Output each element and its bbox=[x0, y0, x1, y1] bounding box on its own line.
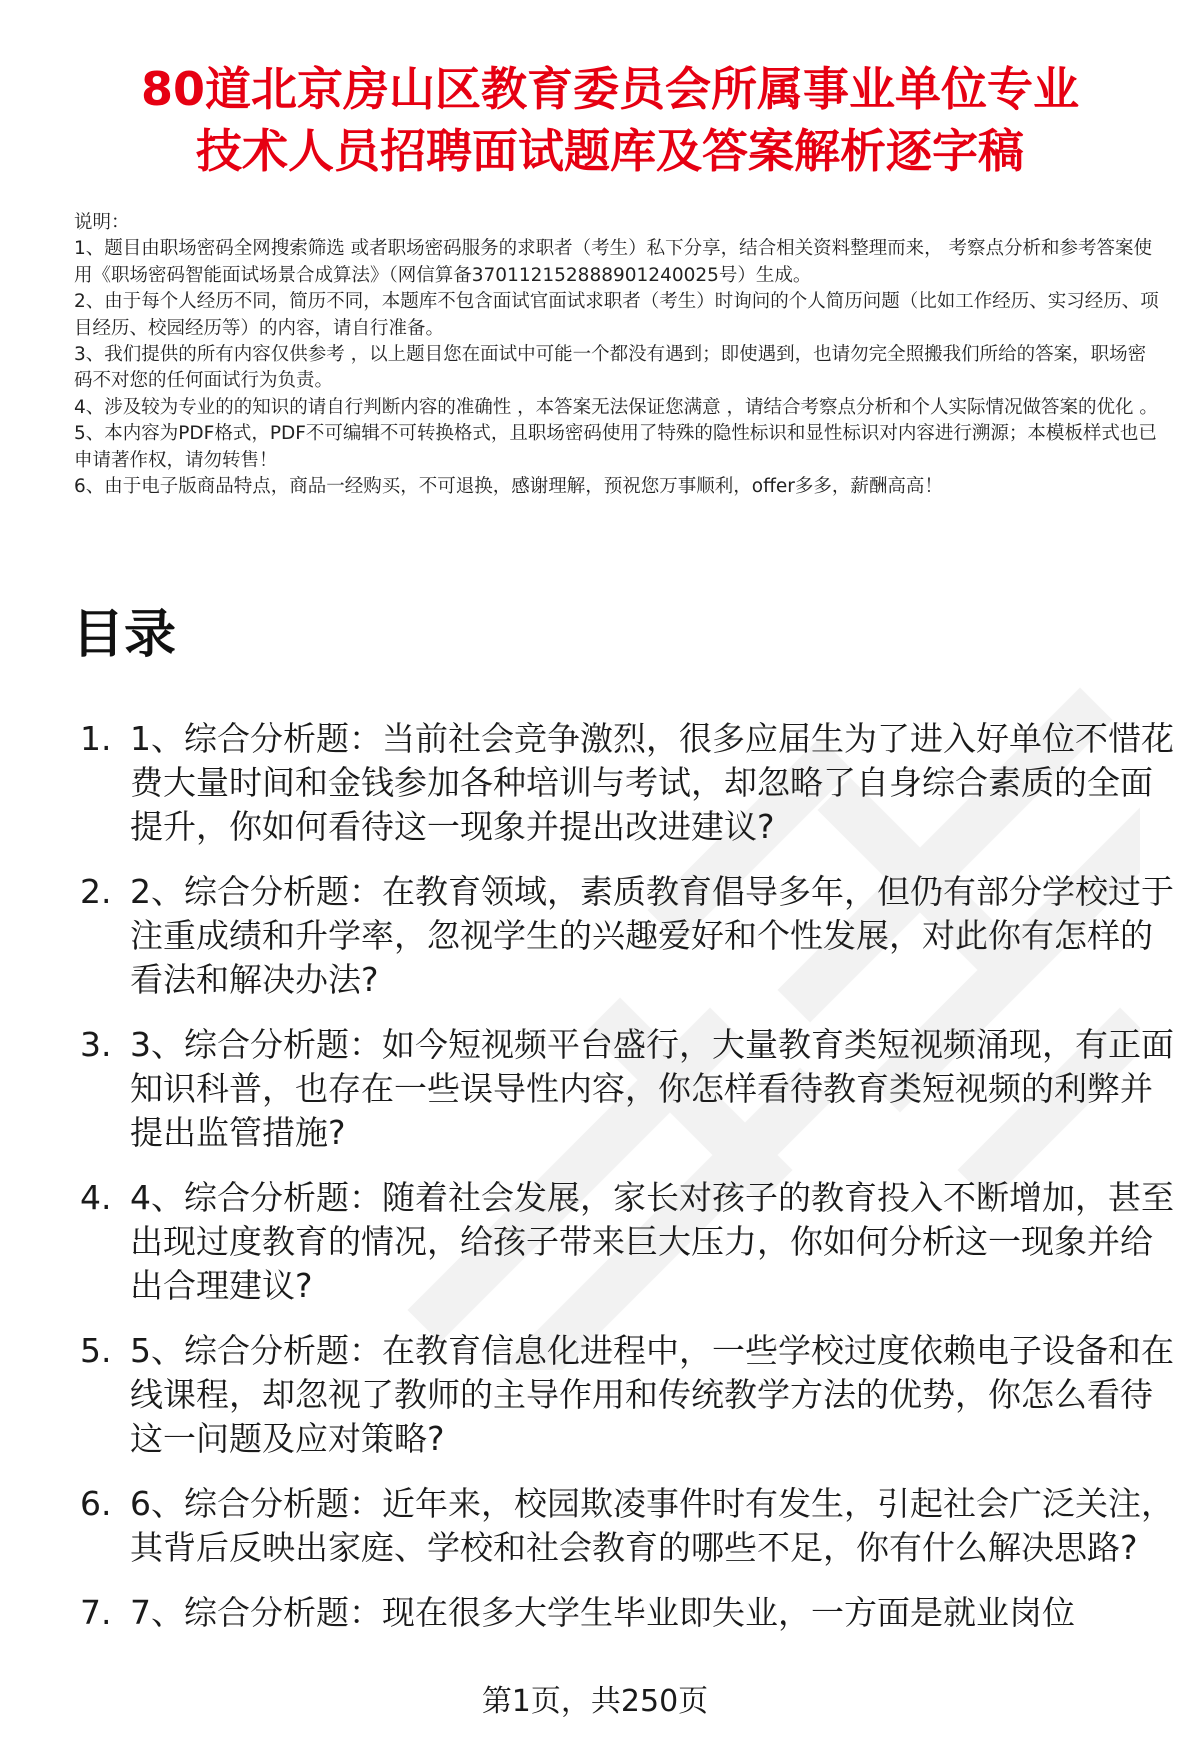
toc-item-text[interactable]: 1、综合分析题：当前社会竞争激烈，很多应届生为了进入好单位不惜花费大量时间和金钱参加各种培训与考试，却忽略了自身综合素质的全面提升，你如何看待这一现象并提出改进建议? bbox=[130, 719, 1174, 846]
note-item-6: 6、由于电子版商品特点，商品一经购买，不可退换，感谢理解，预祝您万事顺利，offer多多，薪酬高高！ bbox=[74, 476, 943, 498]
note-item-3: 3、我们提供的所有内容仅供参考 ，以上题目您在面试中可能一个都没有遇到；即使遇到，也请勿完全照搬我们所给的答案，职场密码不对您的任何面试行为负责。 bbox=[74, 344, 1147, 392]
toc-item-text[interactable]: 2、综合分析题：在教育领域，素质教育倡导多年，但仍有部分学校过于注重成绩和升学率，忽视学生的兴趣爱好和个性发展，对此你有怎样的看法和解决办法? bbox=[130, 872, 1174, 999]
document-title-line-2: 技术人员招聘面试题库及答案解析逐字稿 bbox=[196, 124, 1024, 178]
note-item-5: 5、本内容为PDF格式，PDF不可编辑不可转换格式，且职场密码使用了特殊的隐性标识和显性标识对内容进行溯源；本模板样式也已申请著作权，请勿转售！ bbox=[74, 423, 1157, 471]
toc-item-number: 3. bbox=[80, 1025, 112, 1064]
toc-item-text[interactable]: 7、综合分析题：现在很多大学生毕业即失业，一方面是就业岗位 bbox=[130, 1593, 1075, 1632]
note-item-2: 2、由于每个人经历不同，简历不同，本题库不包含面试官面试求职者（考生）时询问的个人简历问题（比如工作经历、实习经历、项目经历、校园经历等）的内容，请自行准备。 bbox=[74, 291, 1159, 339]
toc-item-text[interactable]: 3、综合分析题：如今短视频平台盛行，大量教育类短视频涌现，有正面知识科普，也存在一些误导性内容，你怎样看待教育类短视频的利弊并提出监管措施? bbox=[130, 1025, 1174, 1152]
toc-item[interactable] bbox=[0, 1176, 1180, 1308]
toc-item-number: 2. bbox=[80, 872, 112, 911]
document-title-line-1: 80道北京房山区教育委员会所属事业单位专业 bbox=[140, 62, 1079, 116]
notes-heading: 说明： bbox=[74, 212, 130, 233]
note-item-1: 1、题目由职场密码全网搜索筛选 或者职场密码服务的求职者（考生）私下分享，结合相关资料整理而来， 考察点分析和参考答案使用《职场密码智能面试场景合成算法》（网信算备370112152888901240025号）生成。 bbox=[74, 238, 1153, 286]
note-item-4: 4、涉及较为专业的的知识的请自行判断内容的准确性 ，本答案无法保证您满意 ，请结合考察点分析和个人实际情况做答案的优化 。 bbox=[74, 396, 1158, 418]
toc-item-number: 5. bbox=[80, 1331, 112, 1370]
toc-item-text[interactable]: 4、综合分析题：随着社会发展，家长对孩子的教育投入不断增加，甚至出现过度教育的情况，给孩子带来巨大压力，你如何分析这一现象并给出合理建议? bbox=[130, 1178, 1174, 1305]
toc-item[interactable] bbox=[0, 1482, 1180, 1570]
toc-list bbox=[0, 717, 1190, 1656]
page-footer: 第1页，共250页 bbox=[481, 1684, 709, 1719]
toc-item-number: 7. bbox=[80, 1593, 112, 1632]
notes-section bbox=[74, 210, 1164, 500]
toc-item[interactable] bbox=[0, 1591, 1180, 1635]
toc-item-number: 1. bbox=[80, 719, 112, 758]
toc-item-text[interactable]: 5、综合分析题：在教育信息化进程中，一些学校过度依赖电子设备和在线课程，却忽视了教师的主导作用和传统教学方法的优势，你怎么看待这一问题及应对策略? bbox=[130, 1331, 1174, 1458]
toc-item[interactable] bbox=[0, 870, 1180, 1002]
toc-heading: 目录 bbox=[72, 605, 177, 665]
toc-item-number: 4. bbox=[80, 1178, 112, 1217]
toc-item[interactable] bbox=[0, 1023, 1180, 1155]
toc-item-text[interactable]: 6、综合分析题：近年来，校园欺凌事件时有发生，引起社会广泛关注，其背后反映出家庭、学校和社会教育的哪些不足，你有什么解决思路? bbox=[130, 1484, 1174, 1567]
toc-item[interactable] bbox=[0, 717, 1180, 849]
toc-item[interactable] bbox=[0, 1329, 1180, 1461]
document-title bbox=[70, 58, 1150, 182]
toc-item-number: 6. bbox=[80, 1484, 112, 1523]
